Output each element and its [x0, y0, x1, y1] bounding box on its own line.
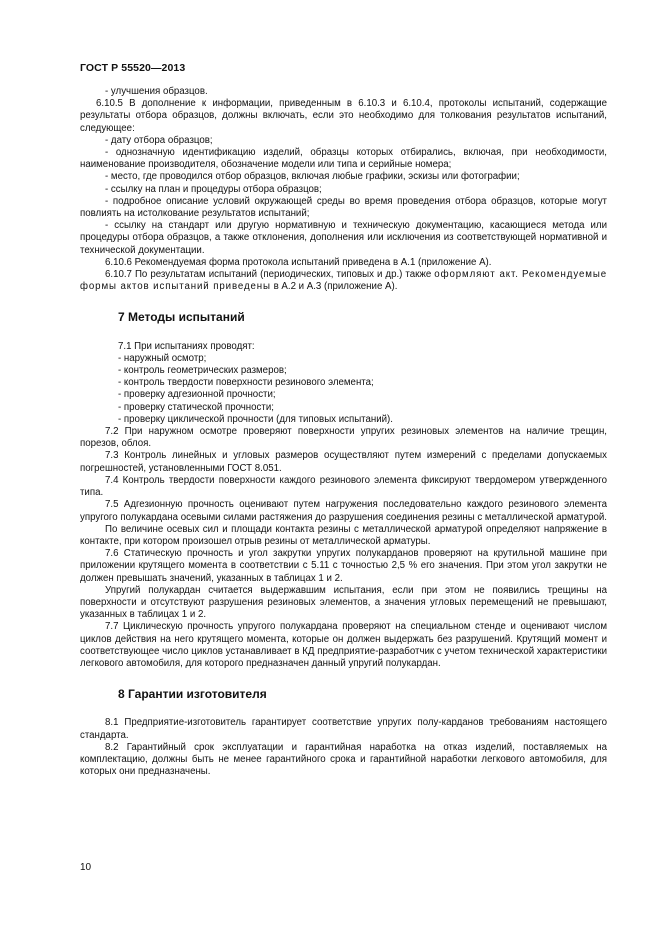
paragraph-6-10-7: [80, 269, 607, 293]
paragraph: 7.2 При наружном осмотре проверяют поверхности упругих резиновых элементов на наличие трещин, порезов, облоя.: [80, 426, 607, 450]
paragraph: 7.7 Циклическую прочность упругого полукардана проверяют на специальном стенде и оценивают числом циклов действия на него крутящего момента, которые он должен выдержать без разрушений. Крутящий момент и соответствующее число циклов устанавливает в КД предприятие-разработчик с учетом технической характеристики легкового автомобиля, для которого предназначен данный упругий полукардан.: [80, 621, 607, 669]
paragraph: 6.10.5 В дополнение к информации, приведенным в 6.10.3 и 6.10.4, протоколы испытаний, содержащие результаты отбора образцов, должны включать, если это необходимо для толкования результатов испытаний, следующее:: [80, 98, 607, 134]
text-run: оформляют акт.: [434, 269, 519, 281]
list-item: - ссылку на план и процедуры отбора образцов;: [105, 183, 322, 195]
text-run: Рекомендуемые формы актов испытаний приведены: [80, 269, 607, 293]
paragraph: По величине осевых сил и площади контакта резины с металлической арматурой определяют напряжение в контакте, при котором произошел отрыв резины от металлической арматуры.: [80, 523, 607, 547]
list-item: - подробное описание условий окружающей среды во время проведения отбора образцов, которые могут повлиять на истолкование результатов испытаний;: [80, 195, 607, 220]
list-item: - ссылку на стандарт или другую нормативную и техническую документацию, касающиеся метода или процедуры отбора образцов, а также отклонения, дополнения или исключения из соответствующей нормативной и технической документации.: [80, 220, 607, 256]
list-item: - проверку статической прочности;: [118, 401, 274, 413]
list-item: - контроль твердости поверхности резинового элемента;: [118, 377, 374, 389]
document-body: [80, 86, 607, 778]
paragraph: 7.4 Контроль твердости поверхности каждого резинового элемента фиксируют твердомером утвержденного типа.: [80, 474, 607, 499]
list-item: - наружный осмотр;: [118, 352, 207, 364]
paragraph: 7.5 Адгезионную прочность оценивают путем нагружения последовательно каждого резинового элемента упругого полукардана осевыми силами растяжения до разрушения соединения резины с металлической арматурой.: [80, 499, 607, 523]
list-item: - однозначную идентификацию изделий, образцы которых отбирались, включая, при необходимости, наименование производителя, обозначение модели или типа и серийные номера;: [80, 147, 607, 171]
page-number: 10: [80, 862, 92, 873]
section-title: 8 Гарантии изготовителя: [118, 687, 267, 702]
list-item: - дату отбора образцов;: [105, 134, 213, 146]
test-methods-list: [118, 341, 607, 426]
text-run: в А.2 и А.3 (приложение А).: [270, 281, 398, 293]
list-item: - проверку адгезионной прочности;: [118, 389, 276, 401]
paragraph: 8.2 Гарантийный срок эксплуатации и гарантийная наработка на отказ изделий, поставляемых на комплектацию, должны быть не менее гарантийного срока и гарантийной наработки легкового автомобиля, для которых они предназначены.: [80, 741, 607, 778]
list-item: - контроль геометрических размеров;: [118, 365, 287, 377]
paragraph: Упругий полукардан считается выдержавшим испытания, если при этом не появились трещины на поверхности и отсутствуют разрушения резиновых элементов, а значения угловых перемещений не превышают, указанных в таблицах 1 и 2.: [80, 584, 607, 621]
standard-header: ГОСТ Р 55520—2013: [80, 62, 186, 74]
paragraph: 6.10.6 Рекомендуемая форма протокола испытаний приведена в А.1 (приложение А).: [105, 256, 492, 268]
paragraph: - улучшения образцов.: [105, 86, 208, 97]
list-item: - проверку циклической прочности (для типовых испытаний).: [118, 413, 393, 425]
paragraph: 7.3 Контроль линейных и угловых размеров осуществляют путем измерений с пределами допускаемых погрешностей, установленными ГОСТ 8.051.: [80, 450, 607, 474]
section-title: 7 Методы испытаний: [118, 310, 245, 325]
paragraph: 7.6 Статическую прочность и угол закрутки упругих полукарданов проверяют на крутильной машине при приложении крутящего момента в соответствии с 5.11 с точностью 2,5 % его значения. При этом угол закрутки не должен превышать значений, указанных в таблицах 1 и 2.: [80, 548, 607, 584]
paragraph: 8.1 Предприятие-изготовитель гарантирует соответствие упругих полу-карданов требованиям настоящего стандарта.: [80, 717, 607, 741]
text-run: 6.10.7 По результатам испытаний (периодических, типовых и др.) также: [105, 269, 435, 281]
list-item: 7.1 При испытаниях проводят:: [118, 340, 255, 352]
list-item: - место, где проводился отбор образцов, включая любые графики, эскизы или фотографии;: [105, 171, 520, 183]
